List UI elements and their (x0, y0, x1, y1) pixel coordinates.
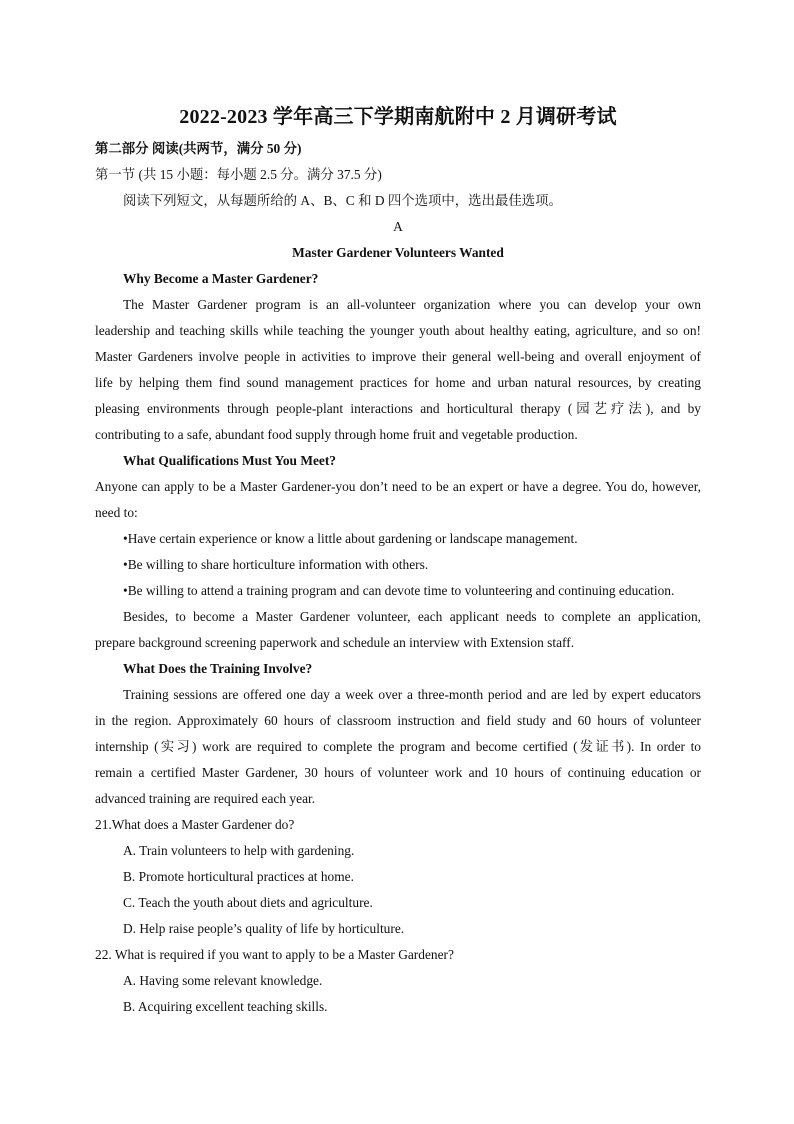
passage-label: A (393, 219, 403, 234)
text-line: need to: (95, 505, 138, 520)
exam-title: 2022-2023 学年高三下学期南航附中 2 月调研考试 (179, 106, 617, 128)
text-line: remain a certified Master Gardener, 30 hours of volunteer work and 10 hours of continuing education or (95, 765, 701, 780)
reading-instruction: 阅读下列短文，从每题所给的 A、B、C 和 D 四个选项中，选出最佳选项。 (123, 193, 562, 208)
text-line: prepare background screening paperwork and schedule an interview with Extension staff. (95, 635, 575, 650)
question-stem: 21.What does a Master Gardener do? (95, 817, 295, 832)
answer-option-a: A. Train volunteers to help with gardening. (123, 843, 355, 858)
text-line: Besides, to become a Master Gardener volunteer, each applicant needs to complete an application, (123, 609, 701, 624)
passage-title: Master Gardener Volunteers Wanted (292, 245, 504, 260)
list-item: •Be willing to attend a training program and can devote time to volunteering and continuing education. (123, 583, 675, 598)
section-heading-why: Why Become a Master Gardener? (123, 271, 319, 286)
answer-option-c: C. Teach the youth about diets and agriculture. (123, 895, 373, 910)
text-line: Anyone can apply to be a Master Gardener-you don’t need to be an expert or have a degree. You do, however, (95, 479, 701, 494)
list-item: •Have certain experience or know a little about gardening or landscape management. (123, 531, 578, 546)
answer-option-d: D. Help raise people’s quality of life by horticulture. (123, 921, 405, 936)
text-line: contributing to a safe, abundant food supply through home fruit and vegetable production. (95, 427, 578, 442)
text-line: advanced training are required each year. (95, 791, 316, 806)
question-22 (95, 942, 701, 1020)
paragraph-qualifications (95, 474, 701, 526)
paragraph-besides (95, 604, 701, 656)
answer-option-b: B. Acquiring excellent teaching skills. (123, 999, 328, 1014)
exam-page (95, 104, 701, 1020)
text-line: leadership and teaching skills while teaching the younger youth about healthy eating, agriculture, and so on! (95, 323, 701, 338)
text-line: in the region. Approximately 60 hours of classroom instruction and field study and 60 hours of volunteer (95, 713, 701, 728)
subsection-heading: 第一节 (共 15 小题：每小题 2.5 分。满分 37.5 分) (95, 167, 382, 182)
section-heading-qualifications: What Qualifications Must You Meet? (123, 453, 336, 468)
part-heading: 第二部分 阅读(共两节，满分 50 分) (95, 141, 302, 156)
answer-option-b: B. Promote horticultural practices at home. (123, 869, 354, 884)
text-line: Master Gardeners involve people in activities to improve their general well-being and overall enjoyment of (95, 349, 701, 364)
text-line: internship (实习) work are required to complete the program and become certified (发证书). In order to (95, 739, 701, 754)
text-line: Training sessions are offered one day a week over a three-month period and are led by expert educators (123, 687, 701, 702)
text-line: pleasing environments through people-plant interactions and horticultural therapy (园艺疗法), and by (95, 401, 701, 416)
question-21 (95, 812, 701, 942)
qualification-list (95, 526, 701, 604)
question-stem: 22. What is required if you want to apply to be a Master Gardener? (95, 947, 454, 962)
text-line: life by helping them find sound management practices for home and urban natural resources, by creating (95, 375, 701, 390)
section-heading-training: What Does the Training Involve? (123, 661, 313, 676)
paragraph-why (95, 292, 701, 448)
text-line: The Master Gardener program is an all-volunteer organization where you can develop your own (123, 297, 701, 312)
paragraph-training (95, 682, 701, 812)
answer-option-a: A. Having some relevant knowledge. (123, 973, 323, 988)
list-item: •Be willing to share horticulture information with others. (123, 557, 429, 572)
